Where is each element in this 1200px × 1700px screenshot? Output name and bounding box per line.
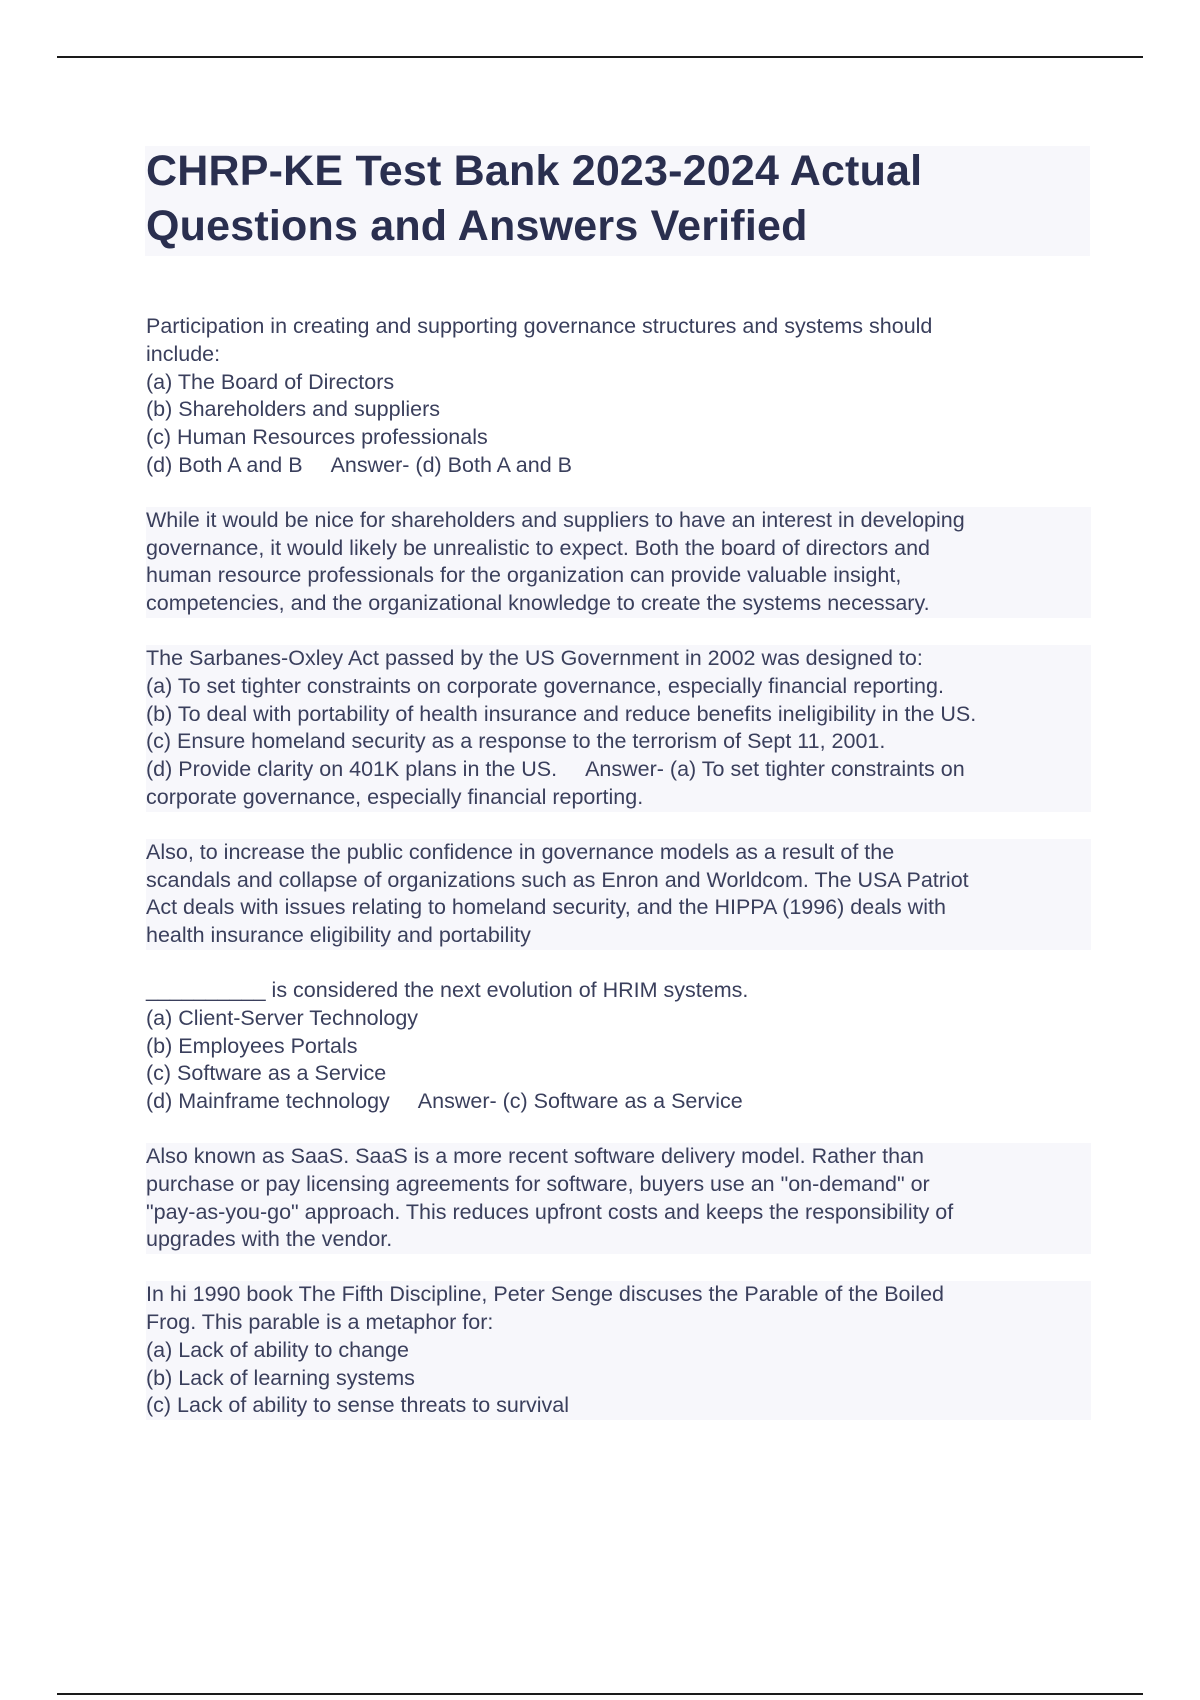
explanation-line: Also, to increase the public confidence in governance models as a result of the	[146, 839, 895, 864]
answer: Answer- (d) Both A and B	[330, 452, 572, 477]
title-line-1: CHRP-KE Test Bank 2023-2024 Actual	[146, 147, 923, 195]
explanation-1	[146, 507, 1091, 618]
question-stem-continued: Frog. This parable is a metaphor for:	[146, 1309, 494, 1334]
question-2	[146, 645, 1091, 812]
option-b: (b) Employees Portals	[146, 1033, 358, 1058]
explanation-line: While it would be nice for shareholders and suppliers to have an interest in developing	[146, 507, 965, 532]
option-c: (c) Human Resources professionals	[146, 425, 488, 450]
option-c: (c) Lack of ability to sense threats to survival	[146, 1393, 570, 1418]
option-d: (d) Mainframe technology	[146, 1089, 390, 1114]
explanation-line: Act deals with issues relating to homeland security, and the HIPPA (1996) deals with	[146, 895, 946, 920]
bottom-rule	[57, 1693, 1143, 1695]
title-line-2: Questions and Answers Verified	[146, 202, 808, 250]
option-d: (d) Both A and B	[146, 452, 303, 477]
option-b: (b) To deal with portability of health insurance and reduce benefits ineligibility in the US.	[146, 701, 977, 726]
option-d-with-answer	[146, 1088, 1091, 1116]
question-1	[146, 313, 1091, 480]
top-rule	[57, 56, 1143, 58]
explanation-line: scandals and collapse of organizations such as Enron and Worldcom. The USA Patriot	[146, 867, 969, 892]
page-title	[146, 144, 1086, 254]
answer: Answer- (a) To set tighter constraints on	[585, 757, 965, 782]
option-a: (a) To set tighter constraints on corporate governance, especially financial reporting.	[146, 673, 944, 698]
explanation-3	[146, 1143, 1091, 1254]
question-stem-continued: include:	[146, 341, 221, 366]
option-a: (a) Client-Server Technology	[146, 1005, 419, 1030]
document-body	[146, 313, 1091, 1447]
option-d-with-answer	[146, 756, 1091, 784]
option-d: (d) Provide clarity on 401K plans in the US.	[146, 757, 558, 782]
question-stem: __________ is considered the next evolution of HRIM systems.	[146, 977, 749, 1002]
question-3	[146, 977, 1091, 1116]
question-4	[146, 1281, 1091, 1420]
question-stem: In hi 1990 book The Fifth Discipline, Peter Senge discuses the Parable of the Boiled	[146, 1282, 944, 1307]
explanation-line: competencies, and the organizational knowledge to create the systems necessary.	[146, 591, 930, 616]
option-d-with-answer	[146, 452, 1091, 480]
option-a: (a) The Board of Directors	[146, 369, 395, 394]
explanation-2	[146, 839, 1091, 950]
explanation-line: Also known as SaaS. SaaS is a more recent software delivery model. Rather than	[146, 1143, 924, 1168]
explanation-line: human resource professionals for the organization can provide valuable insight,	[146, 563, 902, 588]
option-c: (c) Ensure homeland security as a response to the terrorism of Sept 11, 2001.	[146, 729, 886, 754]
explanation-line: "pay-as-you-go" approach. This reduces upfront costs and keeps the responsibility of	[146, 1199, 954, 1224]
question-stem: The Sarbanes-Oxley Act passed by the US Government in 2002 was designed to:	[146, 645, 923, 670]
answer: Answer- (c) Software as a Service	[417, 1089, 743, 1114]
explanation-line: upgrades with the vendor.	[146, 1227, 393, 1252]
option-a: (a) Lack of ability to change	[146, 1337, 409, 1362]
option-b: (b) Shareholders and suppliers	[146, 397, 440, 422]
question-stem: Participation in creating and supporting governance structures and systems should	[146, 314, 933, 338]
explanation-line: purchase or pay licensing agreements for software, buyers use an "on-demand" or	[146, 1171, 930, 1196]
explanation-line: governance, it would likely be unrealistic to expect. Both the board of directors and	[146, 535, 931, 560]
option-b: (b) Lack of learning systems	[146, 1365, 415, 1390]
explanation-line: health insurance eligibility and portability	[146, 923, 531, 948]
answer-continued: corporate governance, especially financial reporting.	[146, 784, 644, 809]
option-c: (c) Software as a Service	[146, 1061, 387, 1086]
